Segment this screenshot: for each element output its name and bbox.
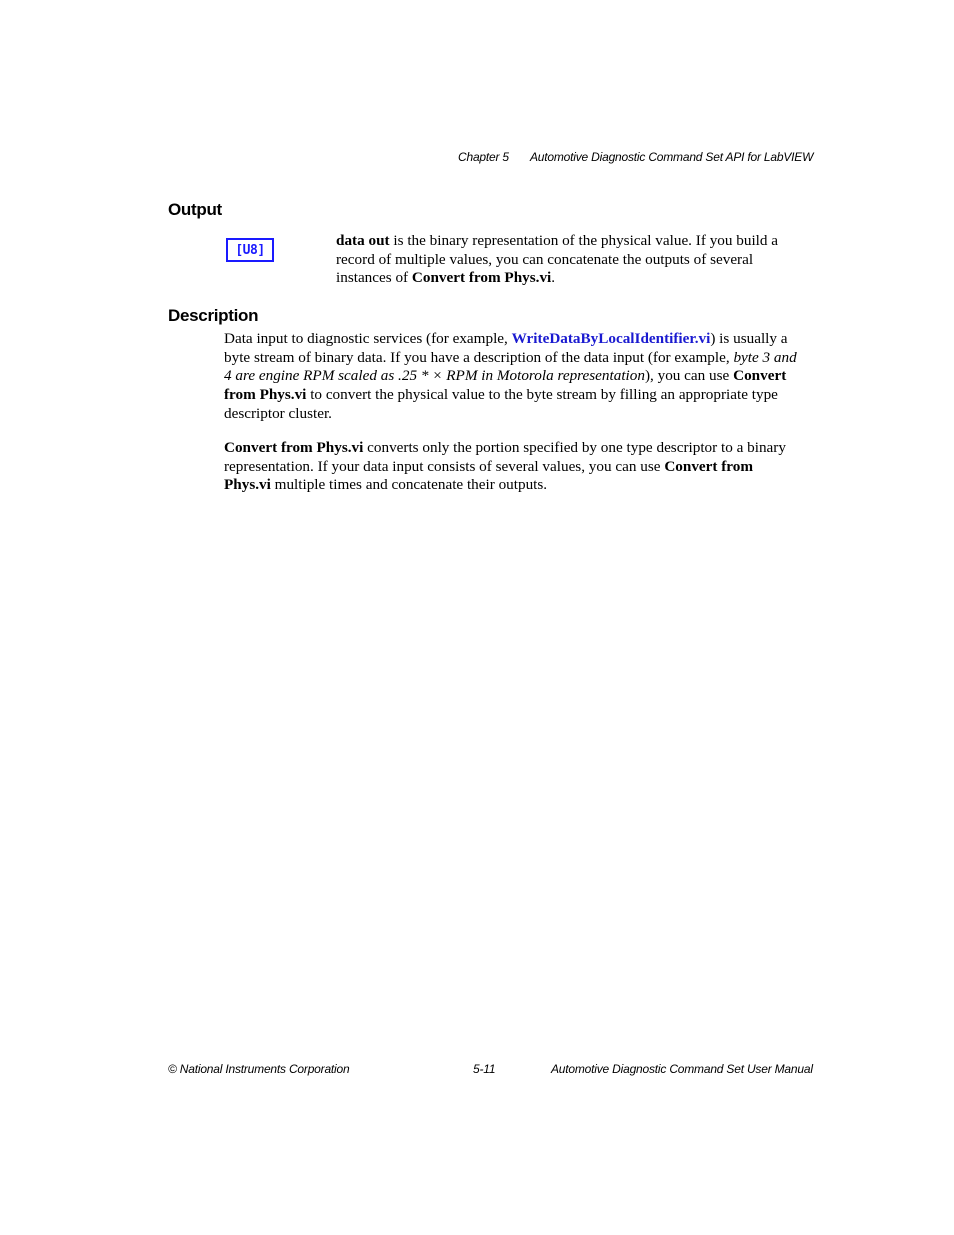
description-paragraph-2: Convert from Phys.vi converts only the portion specified by one type descriptor to a binary representation. If your data input consists of several values, you can use Convert from Phys.vi multiple times and concatenate their outputs. [224, 439, 786, 494]
header-title: Automotive Diagnostic Command Set API for LabVIEW [530, 150, 814, 164]
u8-icon-label: U8 [242, 242, 258, 258]
param-name: data out [336, 232, 390, 249]
output-description [336, 232, 798, 288]
u8-array-icon: [U8] [226, 238, 274, 262]
footer-manual-title: Automotive Diagnostic Command Set User Manual [551, 1062, 813, 1076]
convert-vi-ref: Convert from Phys.vi [224, 367, 787, 404]
output-text-1: is the binary representation of the physical value. If you build a record of multiple values, you can concatenate the outputs of several instances of [336, 232, 779, 287]
header-chapter: Chapter 5 [458, 150, 509, 164]
output-text-2: . [551, 269, 556, 287]
footer-copyright: © National Instruments Corporation [168, 1062, 350, 1076]
output-vi-name: Convert from Phys.vi [411, 269, 552, 287]
page-number: 5-11 [473, 1062, 496, 1076]
convert-vi-ref: Convert from Phys.vi [224, 457, 754, 494]
convert-vi-ref: Convert from Phys.vi [224, 439, 364, 456]
description-heading: Description [168, 306, 259, 325]
example-italic: byte 3 and 4 are engine RPM scaled as .25 * × RPM in Motorola representation [224, 348, 797, 385]
writedatabylocalidentifier-link[interactable]: WriteDataByLocalIdentifier.vi [511, 330, 711, 347]
description-paragraph-1: Data input to diagnostic services (for example, WriteDataByLocalIdentifier.vi) is usually a byte stream of binary data. If you have a description of the data input (for example, byte 3 and 4 are engine RPM scaled as .25 * × RPM in Motorola representation), you can use Convert from Phys.vi to convert the physical value to the byte stream by filling an appropriate type descriptor cluster. [224, 330, 797, 422]
output-heading: Output [168, 200, 222, 219]
